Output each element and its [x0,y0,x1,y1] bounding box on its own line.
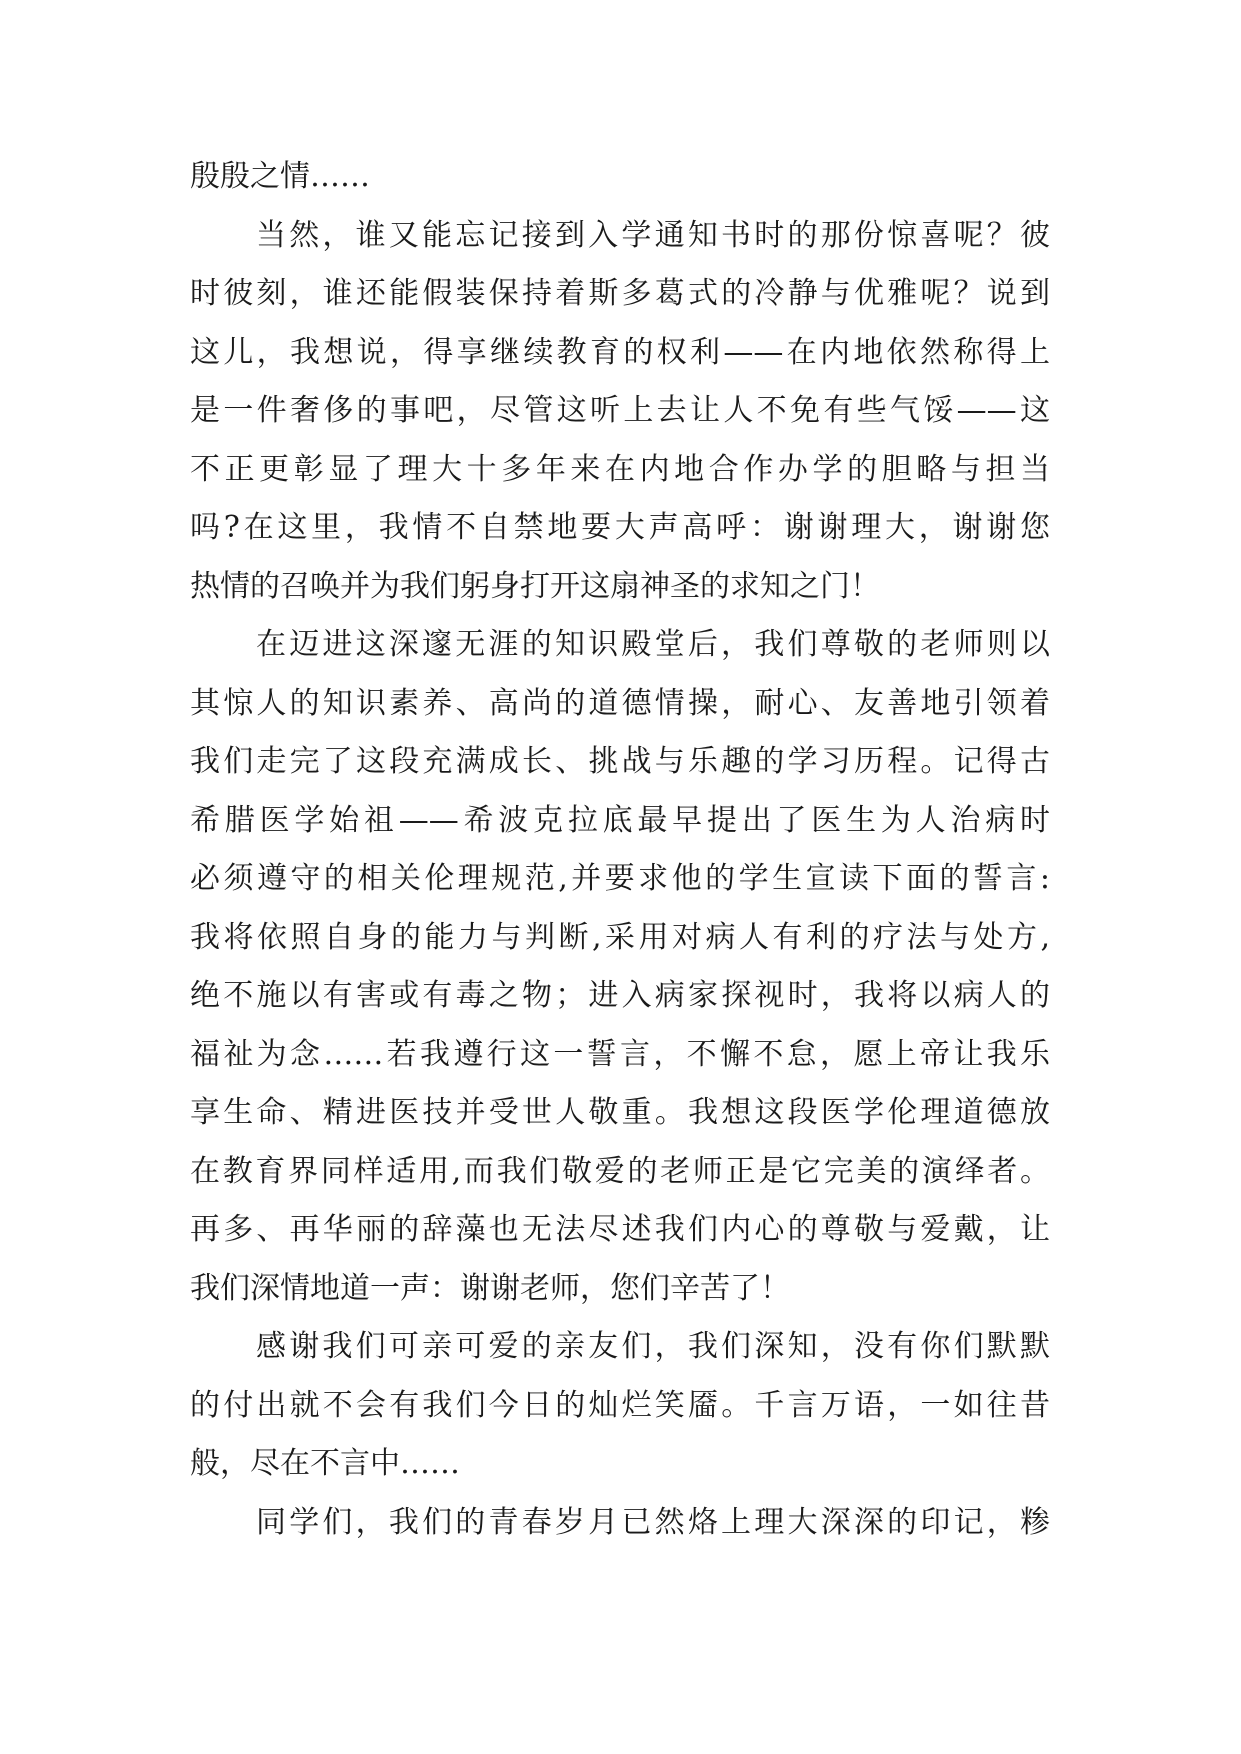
text-line: 不正更彰显了理大十多年来在内地合作办学的胆略与担当 [190,451,1050,487]
text-line: 热情的召唤并为我们躬身打开这扇神圣的求知之门！ [190,568,880,604]
text-line: 时彼刻，谁还能假装保持着斯多葛式的冷静与优雅呢？说到 [190,276,1050,311]
text-line: 再多、再华丽的辞藻也无法尽述我们内心的尊敬与爱戴，让 [190,1212,1050,1247]
text-line: 般，尽在不言中…… [190,1446,460,1481]
text-line: 绝不施以有害或有毒之物；进入病家探视时，我将以病人的 [190,978,1050,1013]
text-line: 我们深情地道一声：谢谢老师，您们辛苦了！ [190,1270,790,1306]
text-line: 希腊医学始祖——希波克拉底最早提出了医生为人治病时 [190,802,1050,838]
text-line: 必须遵守的相关伦理规范,并要求他的学生宣读下面的誓言: [190,861,1050,896]
text-line: 殷殷之情…… [190,159,370,194]
text-line: 其惊人的知识素养、高尚的道德情操，耐心、友善地引领着 [190,685,1050,721]
text-line: 当然，谁又能忘记接到入学通知书时的那份惊喜呢？彼 [256,217,1050,253]
text-line: 是一件奢侈的事吧，尽管这听上去让人不免有些气馁——这 [190,393,1050,428]
text-line: 在迈进这深邃无涯的知识殿堂后，我们尊敬的老师则以 [256,627,1050,662]
text-line: 的付出就不会有我们今日的灿烂笑靥。千言万语，一如往昔 [190,1387,1050,1423]
text-line: 我们走完了这段充满成长、挑战与乐趣的学习历程。记得古 [190,744,1050,779]
text-line: 同学们，我们的青春岁月已然烙上理大深深的印记，糁 [256,1504,1050,1540]
text-line: 这儿，我想说，得享继续教育的权利——在内地依然称得上 [190,334,1050,370]
text-line: 在教育界同样适用,而我们敬爱的老师正是它完美的演绎者。 [190,1153,1050,1189]
text-line: 吗?在这里，我情不自禁地要大声高呼：谢谢理大，谢谢您 [190,510,1050,545]
text-line: 感谢我们可亲可爱的亲友们，我们深知，没有你们默默 [256,1329,1050,1364]
body-text [190,148,1050,1552]
text-line: 我将依照自身的能力与判断,采用对病人有利的疗法与处方, [190,919,1050,955]
text-line: 福祉为念……若我遵行这一誓言，不懈不怠，愿上帝让我乐 [190,1036,1050,1072]
text-line: 享生命、精进医技并受世人敬重。我想这段医学伦理道德放 [190,1095,1050,1130]
